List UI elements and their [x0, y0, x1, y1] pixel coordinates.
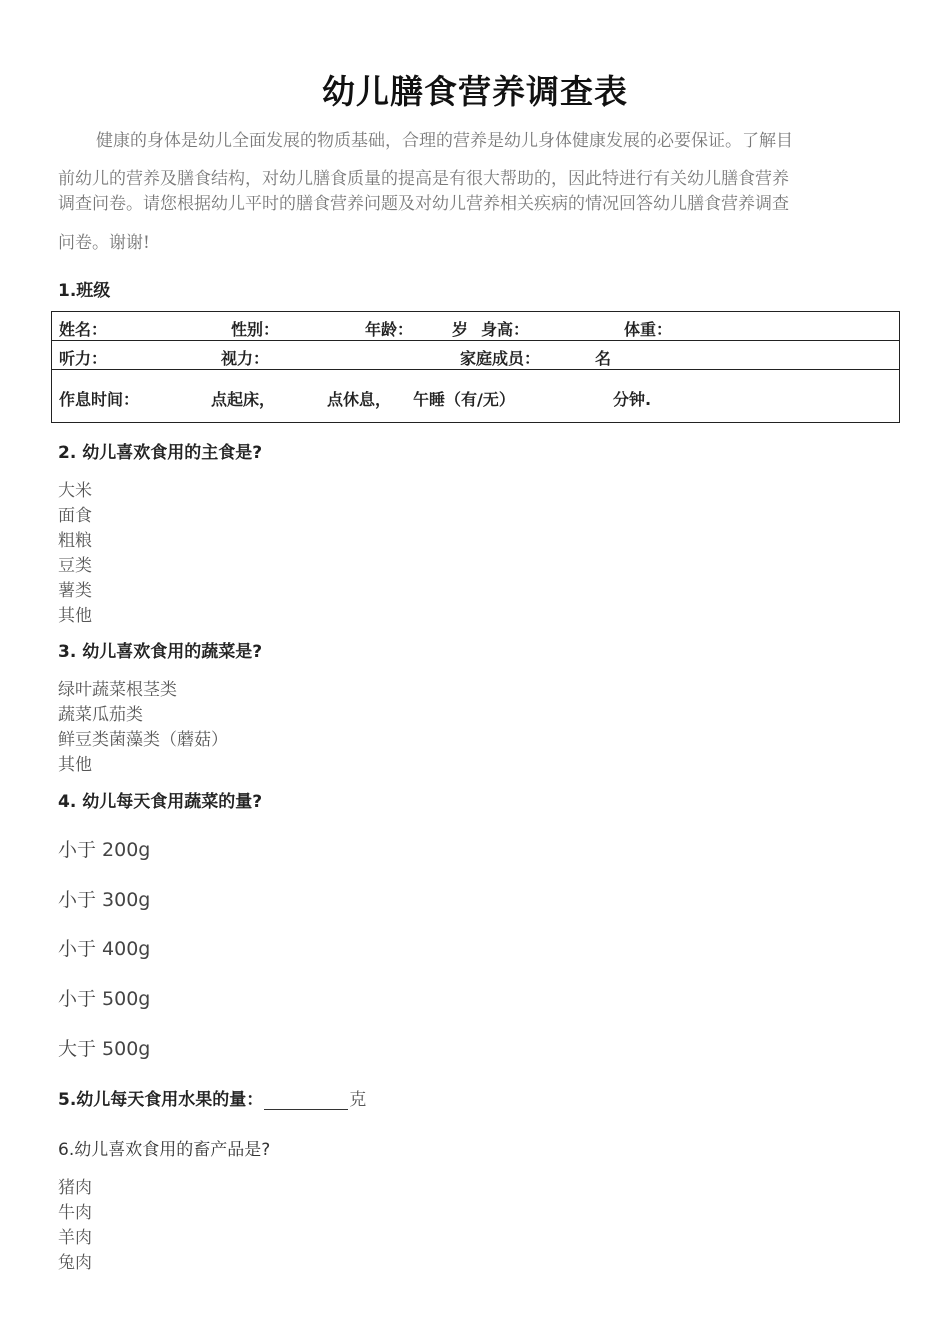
q3-option[interactable]: 其他: [58, 755, 92, 775]
family-members-unit: 名: [595, 349, 612, 368]
q2-option[interactable]: 其他: [58, 606, 92, 626]
q4-option[interactable]: 大于 500g: [58, 1038, 151, 1060]
intro-line-2: 前幼儿的营养及膳食结构，对幼儿膳食质量的提高是有很大帮助的，因此特进行有关幼儿膳食营养: [58, 169, 789, 189]
gender-field-label[interactable]: 性别：: [231, 320, 280, 339]
name-field-label[interactable]: 姓名：: [59, 320, 108, 339]
table-divider: [52, 340, 899, 341]
question-4-heading: 4. 幼儿每天食用蔬菜的量?: [58, 792, 263, 812]
q2-option[interactable]: 薯类: [58, 581, 92, 601]
wake-time-label[interactable]: 点起床，: [211, 390, 276, 409]
q6-option[interactable]: 牛肉: [58, 1203, 92, 1223]
q2-option[interactable]: 大米: [58, 481, 92, 501]
schedule-field-label[interactable]: 作息时间：: [59, 390, 140, 409]
fruit-amount-unit: 克: [349, 1090, 367, 1110]
family-members-field-label[interactable]: 家庭成员：: [460, 349, 541, 368]
q4-option[interactable]: 小于 200g: [58, 839, 151, 861]
intro-line-4: 问卷。谢谢!: [58, 233, 150, 253]
rest-time-label[interactable]: 点休息，: [327, 390, 392, 409]
q6-option[interactable]: 兔肉: [58, 1253, 92, 1273]
q4-option[interactable]: 小于 400g: [58, 938, 151, 960]
question-2-heading: 2. 幼儿喜欢食用的主食是?: [58, 443, 263, 463]
q6-option[interactable]: 猪肉: [58, 1178, 92, 1198]
q3-option[interactable]: 蔬菜瓜茄类: [58, 705, 143, 725]
q3-option[interactable]: 鲜豆类菌藻类（蘑菇）: [58, 730, 228, 750]
q4-option[interactable]: 小于 500g: [58, 988, 151, 1010]
vision-field-label[interactable]: 视力：: [221, 349, 270, 368]
intro-line-3: 调查问卷。请您根据幼儿平时的膳食营养问题及对幼儿营养相关疾病的情况回答幼儿膳食营养调查: [58, 194, 789, 214]
q2-option[interactable]: 豆类: [58, 556, 92, 576]
intro-line-1: 健康的身体是幼儿全面发展的物质基础，合理的营养是幼儿身体健康发展的必要保证。了解目: [96, 131, 793, 151]
height-field-label[interactable]: 身高：: [481, 320, 530, 339]
weight-field-label[interactable]: 体重：: [624, 320, 673, 339]
nap-label[interactable]: 午睡（有/无）: [413, 390, 515, 409]
fruit-amount-blank[interactable]: [264, 1091, 348, 1110]
table-divider: [52, 369, 899, 370]
q3-option[interactable]: 绿叶蔬菜根茎类: [58, 680, 177, 700]
question-5-heading: [58, 1085, 366, 1110]
age-field-label[interactable]: 年龄：: [365, 320, 414, 339]
nap-minutes-label[interactable]: 分钟.: [613, 390, 652, 409]
question-3-heading: 3. 幼儿喜欢食用的蔬菜是?: [58, 642, 263, 662]
question-6-heading: 6.幼儿喜欢食用的畜产品是?: [58, 1140, 271, 1160]
q2-option[interactable]: 面食: [58, 506, 92, 526]
basic-info-table: [51, 311, 900, 423]
q4-option[interactable]: 小于 300g: [58, 889, 151, 911]
hearing-field-label[interactable]: 听力：: [59, 349, 108, 368]
page-title: 幼儿膳食营养调查表: [322, 72, 628, 111]
age-unit: 岁: [452, 320, 469, 339]
question-5-text: 5.幼儿每天食用水果的量：: [58, 1090, 264, 1110]
question-1-heading: 1.班级: [58, 281, 111, 301]
q6-option[interactable]: 羊肉: [58, 1228, 92, 1248]
q2-option[interactable]: 粗粮: [58, 531, 92, 551]
